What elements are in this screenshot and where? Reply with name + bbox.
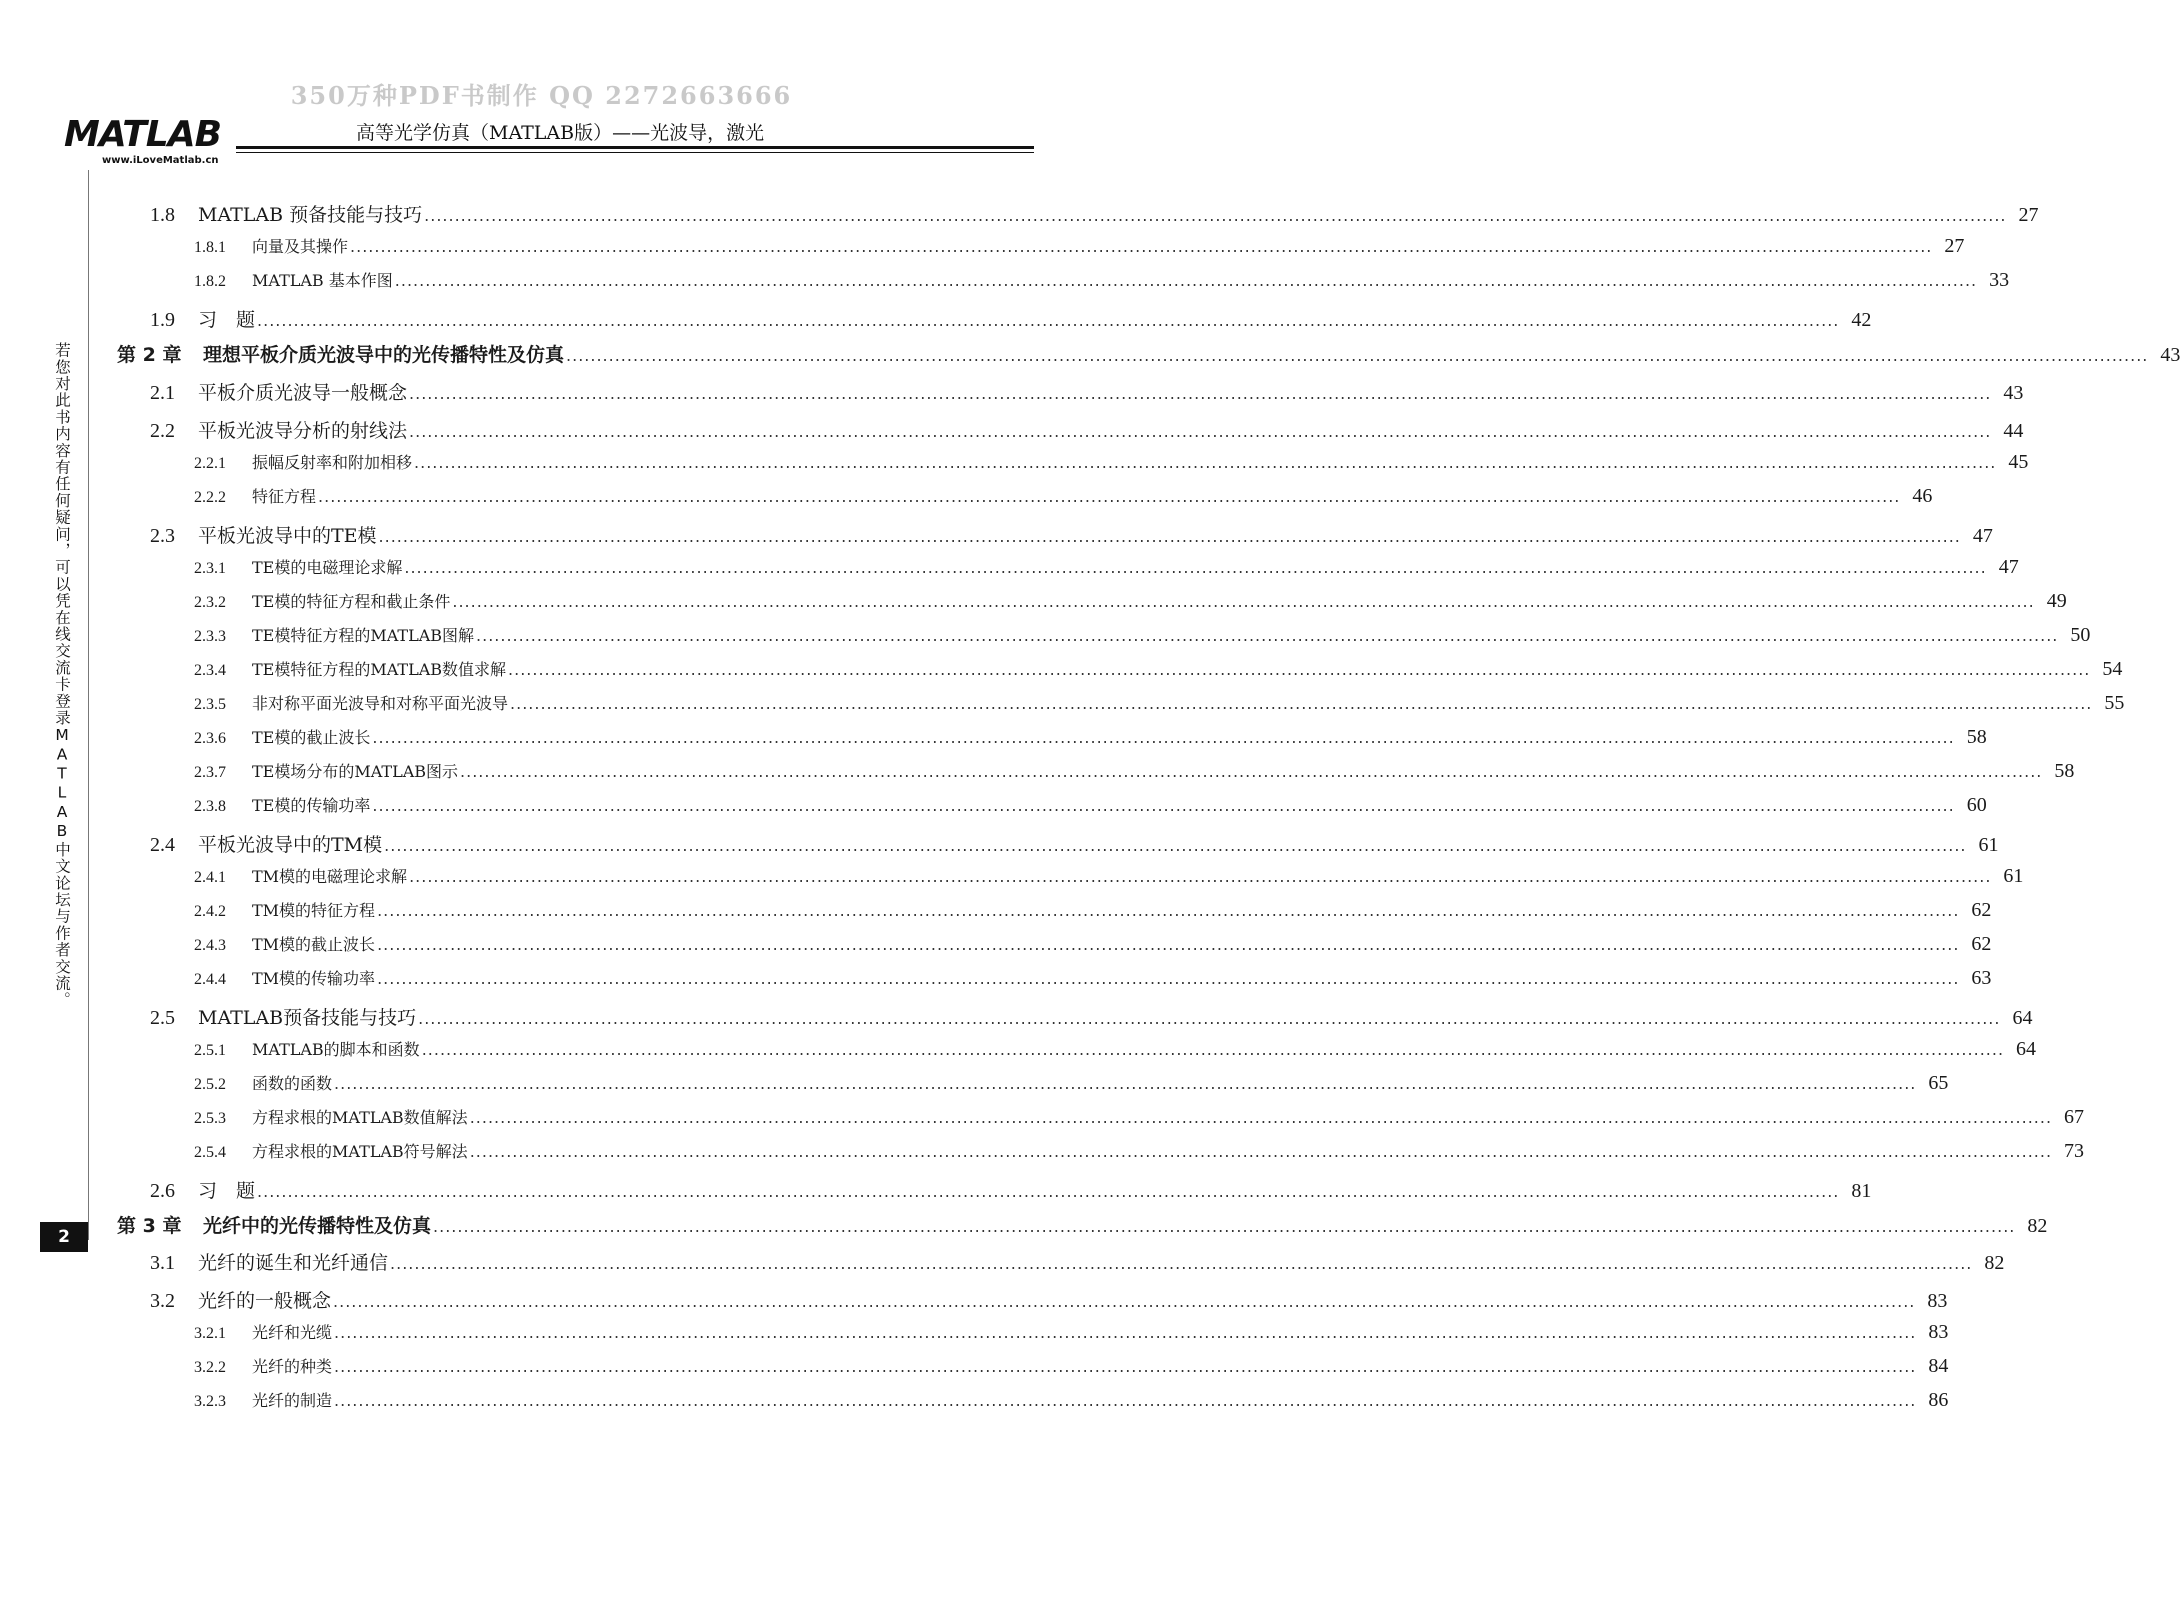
toc-entry-number: 2.5 bbox=[150, 1007, 175, 1029]
toc-entry-page: 55 bbox=[2104, 692, 2125, 714]
toc-dot-leader: .................................................................................................................................................................................................................................................................... bbox=[377, 935, 1960, 954]
toc-entry-number: 1.9 bbox=[150, 309, 175, 331]
toc-entry-page: 45 bbox=[2008, 451, 2029, 473]
toc-entry bbox=[150, 521, 1993, 551]
toc-entry-number: 2.3.3 bbox=[194, 628, 226, 645]
toc-entry bbox=[194, 932, 1992, 962]
toc-entry bbox=[150, 1176, 1872, 1206]
toc-entry-title: MATLAB预备技能与技巧 bbox=[198, 1007, 417, 1029]
watermark-text: 350万种PDF书制作 QQ 2272663666 bbox=[290, 81, 793, 110]
toc-entry-page: 82 bbox=[2027, 1215, 2048, 1237]
toc-entry-page: 49 bbox=[2046, 590, 2067, 612]
toc-entry-page: 58 bbox=[2054, 760, 2075, 782]
toc-entry bbox=[194, 1105, 2085, 1135]
toc-entry-title: 理想平板介质光波导中的光传播特性及仿真 bbox=[203, 344, 565, 366]
book-title: 高等光学仿真（MATLAB版）——光波导，激光 bbox=[356, 122, 765, 144]
toc-entry-page: 61 bbox=[1978, 834, 1999, 856]
toc-entry-number: 3.2.2 bbox=[194, 1359, 226, 1376]
toc-entry bbox=[194, 898, 1992, 928]
toc-entry-title: 光纤和光缆 bbox=[252, 1323, 333, 1342]
toc-entry-title: 平板光波导中的TM模 bbox=[198, 834, 383, 856]
toc-entry-number: 2.5.2 bbox=[194, 1076, 226, 1093]
toc-entry-title: MATLAB 基本作图 bbox=[252, 271, 393, 290]
toc-entry-title: TE模的截止波长 bbox=[252, 728, 371, 747]
toc-entry-page: 86 bbox=[1928, 1389, 1949, 1411]
toc-dot-leader: .................................................................................................................................................................................................................................................................... bbox=[257, 1182, 1840, 1201]
toc-entry-number: 2.3.2 bbox=[194, 594, 226, 611]
toc-entry bbox=[150, 200, 2039, 230]
toc-entry-number: 3.2.3 bbox=[194, 1393, 226, 1410]
toc-entry-page: 54 bbox=[2102, 658, 2123, 680]
toc-entry-number: 2.4 bbox=[150, 834, 175, 856]
toc-dot-leader: .................................................................................................................................................................................................................................................................... bbox=[510, 694, 2093, 713]
toc-entry-number: 第 3 章 bbox=[117, 1215, 182, 1237]
toc-entry-page: 27 bbox=[2018, 204, 2039, 226]
toc-entry-page: 65 bbox=[1928, 1072, 1949, 1094]
toc-entry-page: 27 bbox=[1944, 235, 1965, 257]
toc-entry-number: 2.5.1 bbox=[194, 1042, 226, 1059]
toc-entry bbox=[150, 416, 2024, 446]
toc-entry-title: TE模的特征方程和截止条件 bbox=[252, 592, 451, 611]
toc-dot-leader: .................................................................................................................................................................................................................................................................... bbox=[333, 1292, 1916, 1311]
toc-entry bbox=[150, 1003, 2033, 1033]
toc-entry-number: 2.5.3 bbox=[194, 1110, 226, 1127]
toc-entry-number: 2.3.1 bbox=[194, 560, 226, 577]
toc-entry-page: 33 bbox=[1989, 269, 2010, 291]
toc-dot-leader: .................................................................................................................................................................................................................................................................... bbox=[257, 311, 1840, 330]
toc-entry bbox=[194, 1071, 1949, 1101]
toc-entry-page: 82 bbox=[1984, 1252, 2005, 1274]
toc-entry bbox=[194, 484, 1933, 514]
toc-entry-number: 2.2.2 bbox=[194, 489, 226, 506]
toc-dot-leader: .................................................................................................................................................................................................................................................................... bbox=[372, 796, 1955, 815]
toc-entry bbox=[194, 657, 2123, 687]
toc-entry bbox=[194, 793, 1987, 823]
toc-entry-title: TM模的电磁理论求解 bbox=[252, 867, 408, 886]
toc-entry bbox=[194, 864, 2024, 894]
toc-entry bbox=[194, 234, 1965, 264]
toc-entry-number: 2.2.1 bbox=[194, 455, 226, 472]
toc-dot-leader: .................................................................................................................................................................................................................................................................... bbox=[421, 1040, 2005, 1059]
toc-entry-number: 2.4.4 bbox=[194, 971, 226, 988]
toc-entry-page: 81 bbox=[1851, 1180, 1872, 1202]
toc-dot-leader: .................................................................................................................................................................................................................................................................... bbox=[334, 1391, 1917, 1410]
toc-entry-title: TM模的截止波长 bbox=[252, 935, 376, 954]
toc-entry-page: 47 bbox=[1972, 525, 1993, 547]
toc-dot-leader: .................................................................................................................................................................................................................................................................... bbox=[433, 1217, 2016, 1236]
toc-dot-leader: .................................................................................................................................................................................................................................................................... bbox=[372, 728, 1955, 747]
toc-entry bbox=[194, 1139, 2085, 1169]
toc-entry-number: 3.1 bbox=[150, 1252, 175, 1274]
toc-entry-title: 光纤的种类 bbox=[252, 1357, 333, 1376]
toc-entry-page: 83 bbox=[1927, 1290, 1948, 1312]
toc-entry bbox=[150, 305, 1872, 335]
toc-entry-title: 光纤的一般概念 bbox=[198, 1290, 332, 1312]
toc-dot-leader: .................................................................................................................................................................................................................................................................... bbox=[452, 592, 2035, 611]
toc-entry-number: 1.8 bbox=[150, 204, 175, 226]
toc-entry-number: 2.6 bbox=[150, 1180, 175, 1202]
toc-entry-title: TE模特征方程的MATLAB数值求解 bbox=[252, 660, 507, 679]
toc-entry-title: TE模的传输功率 bbox=[252, 796, 371, 815]
toc-entry-title: 方程求根的MATLAB符号解法 bbox=[252, 1142, 468, 1161]
toc-entry-page: 42 bbox=[1851, 309, 1872, 331]
toc-dot-leader: .................................................................................................................................................................................................................................................................... bbox=[384, 836, 1967, 855]
toc-entry-page: 73 bbox=[2064, 1140, 2085, 1162]
toc-entry-page: 60 bbox=[1966, 794, 1987, 816]
toc-entry bbox=[150, 1248, 2005, 1278]
toc-dot-leader: .................................................................................................................................................................................................................................................................... bbox=[404, 558, 1987, 577]
toc-entry-page: 62 bbox=[1971, 933, 1992, 955]
toc-dot-leader: .................................................................................................................................................................................................................................................................... bbox=[394, 271, 1978, 290]
toc-entry-number: 3.2 bbox=[150, 1290, 175, 1312]
toc-entry-number: 2.4.2 bbox=[194, 903, 226, 920]
toc-entry-page: 46 bbox=[1912, 485, 1933, 507]
toc-entry-number: 2.5.4 bbox=[194, 1144, 226, 1161]
toc-entry-page: 83 bbox=[1928, 1321, 1949, 1343]
toc-entry-title: TE模特征方程的MATLAB图解 bbox=[252, 626, 475, 645]
toc-entry bbox=[117, 340, 2180, 370]
page-number-badge: 2 bbox=[40, 1222, 88, 1252]
toc-entry bbox=[194, 725, 1987, 755]
toc-entry-number: 3.2.1 bbox=[194, 1325, 226, 1342]
toc-entry-title: 习 题 bbox=[198, 1180, 256, 1202]
toc-dot-leader: .................................................................................................................................................................................................................................................................... bbox=[377, 969, 1960, 988]
toc-dot-leader: .................................................................................................................................................................................................................................................................... bbox=[409, 867, 1992, 886]
toc-dot-leader: .................................................................................................................................................................................................................................................................... bbox=[414, 453, 1997, 472]
toc-entry bbox=[117, 1211, 2048, 1241]
toc-dot-leader: .................................................................................................................................................................................................................................................................... bbox=[409, 422, 1992, 441]
toc-dot-leader: .................................................................................................................................................................................................................................................................... bbox=[318, 487, 1901, 506]
toc-entry-number: 第 2 章 bbox=[117, 344, 182, 366]
toc-entry-title: 习 题 bbox=[198, 309, 256, 331]
toc-entry-number: 1.8.2 bbox=[194, 273, 226, 290]
toc-dot-leader: .................................................................................................................................................................................................................................................................... bbox=[476, 626, 2059, 645]
logo-wordmark: MATLAB bbox=[64, 114, 222, 155]
toc-entry bbox=[194, 555, 2019, 585]
toc-entry-number: 2.4.3 bbox=[194, 937, 226, 954]
toc-entry bbox=[194, 691, 2125, 721]
toc-dot-leader: .................................................................................................................................................................................................................................................................... bbox=[378, 527, 1961, 546]
toc-entry-page: 63 bbox=[1971, 967, 1992, 989]
toc-entry-number: 2.3.4 bbox=[194, 662, 226, 679]
toc-entry bbox=[194, 450, 2029, 480]
toc-entry bbox=[194, 268, 2010, 298]
toc-entry-page: 62 bbox=[1971, 899, 1992, 921]
toc-entry-title: 光纤的诞生和光纤通信 bbox=[198, 1252, 389, 1274]
toc-dot-leader: .................................................................................................................................................................................................................................................................... bbox=[469, 1142, 2053, 1161]
toc-entry-page: 47 bbox=[1998, 556, 2019, 578]
toc-entry-title: TM模的特征方程 bbox=[252, 901, 376, 920]
toc-entry-page: 50 bbox=[2070, 624, 2091, 646]
toc-entry-number: 2.4.1 bbox=[194, 869, 226, 886]
toc-dot-leader: .................................................................................................................................................................................................................................................................... bbox=[334, 1357, 1917, 1376]
toc-entry-title: TM模的传输功率 bbox=[252, 969, 376, 988]
toc-entry-title: 光纤的制造 bbox=[252, 1391, 333, 1410]
toc-dot-leader: .................................................................................................................................................................................................................................................................... bbox=[460, 762, 2043, 781]
toc-entry-page: 67 bbox=[2064, 1106, 2085, 1128]
toc-entry-number: 2.3.7 bbox=[194, 764, 226, 781]
toc-dot-leader: .................................................................................................................................................................................................................................................................... bbox=[566, 346, 2149, 365]
toc-entry bbox=[194, 1354, 1949, 1384]
toc-entry bbox=[150, 1286, 1948, 1316]
toc-entry-page: 61 bbox=[2003, 865, 2024, 887]
toc-dot-leader: .................................................................................................................................................................................................................................................................... bbox=[409, 384, 1992, 403]
toc-entry-page: 58 bbox=[1966, 726, 1987, 748]
toc-entry-number: 2.1 bbox=[150, 382, 175, 404]
toc-entry-title: TE模场分布的MATLAB图示 bbox=[252, 762, 459, 781]
toc-dot-leader: .................................................................................................................................................................................................................................................................... bbox=[508, 660, 2091, 679]
toc-entry-title: 函数的函数 bbox=[252, 1074, 333, 1093]
toc-entry-number: 2.2 bbox=[150, 420, 175, 442]
toc-entry-title: 平板介质光波导一般概念 bbox=[198, 382, 408, 404]
toc-entry-title: 特征方程 bbox=[252, 487, 317, 506]
toc-entry-title: MATLAB 预备技能与技巧 bbox=[198, 204, 423, 226]
logo-url: www.iLoveMatlab.cn bbox=[102, 155, 219, 166]
toc-entry bbox=[194, 1037, 2037, 1067]
toc-entry-number: 2.3 bbox=[150, 525, 175, 547]
toc-entry bbox=[194, 589, 2067, 619]
toc-entry-number: 2.3.8 bbox=[194, 798, 226, 815]
toc-entry-title: 平板光波导分析的射线法 bbox=[198, 420, 408, 442]
toc-entry-title: MATLAB的脚本和函数 bbox=[252, 1040, 420, 1059]
toc-entry-title: 平板光波导中的TE模 bbox=[198, 525, 377, 547]
toc-entry-page: 64 bbox=[2012, 1007, 2033, 1029]
toc-entry-title: 非对称平面光波导和对称平面光波导 bbox=[252, 694, 509, 713]
toc-dot-leader: .................................................................................................................................................................................................................................................................... bbox=[334, 1323, 1917, 1342]
toc-dot-leader: .................................................................................................................................................................................................................................................................... bbox=[377, 901, 1960, 920]
toc-entry-page: 43 bbox=[2160, 344, 2180, 366]
toc-entry-number: 1.8.1 bbox=[194, 239, 226, 256]
toc-dot-leader: .................................................................................................................................................................................................................................................................... bbox=[334, 1074, 1917, 1093]
toc-entry-title: 向量及其操作 bbox=[252, 237, 349, 256]
toc-dot-leader: .................................................................................................................................................................................................................................................................... bbox=[390, 1254, 1973, 1273]
side-note: 若您对此书内容有任何疑问，可以凭在线交流卡登录MATLAB中文论坛与作者交流。 bbox=[53, 342, 71, 1009]
toc-entry-page: 44 bbox=[2003, 420, 2024, 442]
toc-dot-leader: .................................................................................................................................................................................................................................................................... bbox=[350, 237, 1933, 256]
toc-entry bbox=[194, 966, 1992, 996]
toc-entry-page: 84 bbox=[1928, 1355, 1949, 1377]
toc-entry bbox=[194, 1320, 1949, 1350]
toc-entry bbox=[194, 623, 2091, 653]
toc-entry-title: 振幅反射率和附加相移 bbox=[252, 453, 413, 472]
toc-entry bbox=[194, 1388, 1949, 1418]
toc-entry-page: 64 bbox=[2016, 1038, 2037, 1060]
toc-entry-page: 43 bbox=[2003, 382, 2024, 404]
toc-entry bbox=[150, 830, 1999, 860]
toc-entry-title: 光纤中的光传播特性及仿真 bbox=[203, 1215, 432, 1237]
toc-entry-number: 2.3.5 bbox=[194, 696, 226, 713]
toc-entry-title: 方程求根的MATLAB数值解法 bbox=[252, 1108, 468, 1127]
toc-dot-leader: .................................................................................................................................................................................................................................................................... bbox=[424, 206, 2007, 225]
toc-entry bbox=[194, 759, 2075, 789]
toc-entry bbox=[150, 378, 2024, 408]
toc-entry-number: 2.3.6 bbox=[194, 730, 226, 747]
toc-dot-leader: .................................................................................................................................................................................................................................................................... bbox=[469, 1108, 2053, 1127]
toc-entry-title: TE模的电磁理论求解 bbox=[252, 558, 403, 577]
toc-dot-leader: .................................................................................................................................................................................................................................................................... bbox=[418, 1009, 2001, 1028]
